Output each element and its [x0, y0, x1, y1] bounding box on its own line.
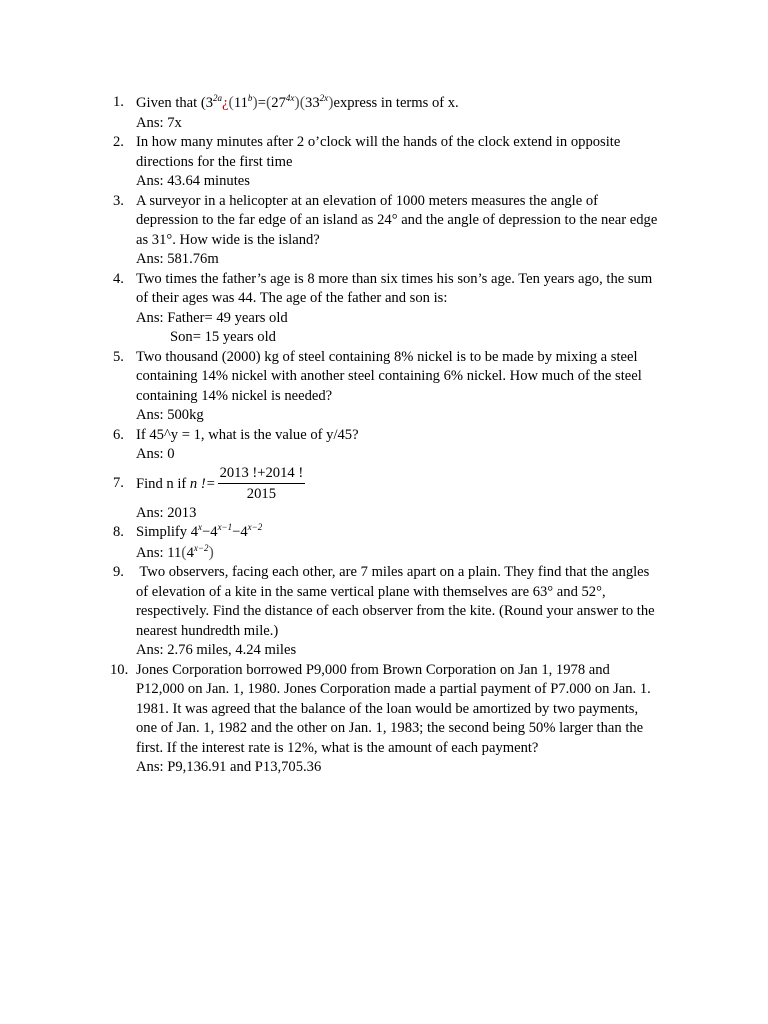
item-number: 9. [113, 564, 124, 580]
question-text: Simplify $4^x-4^{x-1}-4^{x-2}$ [136, 522, 263, 540]
question-line: respectively. Find the distance of each observer from the kite. (Round your answer to the [136, 603, 655, 619]
question-line: If 45^y = 1, what is the value of y/45? [136, 426, 359, 443]
item-number: 6. [113, 426, 124, 443]
question-line: Two observers, facing each other, are 7 miles apart on a plain. They find that the angles [136, 564, 650, 580]
fraction-denominator: 2015 [246, 485, 276, 502]
list-item [0, 93, 678, 133]
answer-text-continued: Son= 15 years old [170, 329, 276, 345]
list-item [0, 523, 678, 563]
question-line: Jones Corporation borrowed P9,000 from Brown Corporation on Jan 1, 1978 and [136, 661, 610, 678]
list-item [0, 465, 678, 504]
question-line: In how many minutes after 2 o’clock will the hands of the clock extend in opposite [136, 134, 621, 150]
equation-lhs: n != [189, 475, 216, 492]
answer-text: Ans: $11(4^{x-2})$ [136, 542, 214, 561]
question-line: P12,000 on Jan. 1, 1980. Jones Corporation made a partial payment of P7.000 on Jan. 1. [136, 681, 651, 697]
question-line: of elevation of a kite in the same vertical plane with themselves are 63° and 52°, [136, 583, 606, 600]
item-number: 4. [113, 270, 124, 287]
question-text: Find n if n != $\frac{2013 !+2014 !}{2015}$ [136, 464, 304, 502]
list-item [0, 192, 678, 270]
answer-text: Ans: 2.76 miles, 4.24 miles [136, 642, 297, 658]
list-item-continued [0, 504, 678, 524]
question-line: one of Jan. 1, 1982 and the other on Jan. 1, 1983; the second being 50% larger than the [136, 720, 644, 736]
item-number: 7. [113, 474, 124, 491]
fraction-numerator: 2013 !+2014 ! [218, 465, 306, 484]
question-list [0, 93, 768, 778]
equation: ($3^{2a}¿(11^b)=(27^{4x})(33^{2x})$ [200, 93, 334, 111]
fraction [218, 465, 306, 504]
answer-text: Ans: 581.76m [136, 251, 219, 267]
item-number: 3. [113, 192, 124, 209]
question-line: A surveyor in a helicopter at an elevation of 1000 meters measures the angle of [136, 192, 598, 209]
question-line: 1981. It was agreed that the balance of the loan would be amortized by two payments, [136, 700, 639, 717]
equation: $4^x-4^{x-1}-4^{x-2}$ [190, 522, 263, 540]
list-item [0, 133, 678, 192]
answer-text: Ans: Father= 49 years old [136, 309, 288, 326]
answer-text: Ans: 2013 [136, 504, 197, 521]
item-number: 10. [110, 661, 129, 678]
answer-text: Ans: 43.64 minutes [136, 173, 250, 189]
question-text: Given that ($3^{2a}¿(11^b)=(27^{4x})(33^{2x})express$ in terms of x. [136, 93, 459, 111]
question-line: containing 14% nickel is needed? [136, 387, 333, 404]
item-number: 2. [113, 134, 124, 150]
answer-text: Ans: P9,136.91 and P13,705.36 [136, 759, 322, 775]
answer-text: Ans: 500kg [136, 407, 204, 423]
question-line: depression to the far edge of an island as 24° and the angle of depression to the near edge [136, 212, 658, 228]
item-number: 8. [113, 524, 124, 540]
list-item [0, 348, 678, 426]
list-item [0, 270, 678, 348]
question-line: first. If the interest rate is 12%, what is the amount of each payment? [136, 739, 539, 756]
question-line: directions for the first time [136, 153, 293, 170]
answer-text: Ans: 7x [136, 114, 182, 131]
list-item [0, 426, 678, 465]
question-line: containing 14% nickel with another steel containing 6% nickel. How much of the steel [136, 368, 642, 384]
question-line: Two thousand (2000) kg of steel containing 8% nickel is to be made by mixing a steel [136, 348, 638, 365]
question-line: of their ages was 44. The age of the father and son is: [136, 290, 448, 306]
list-item [0, 661, 678, 778]
answer-text: Ans: 0 [136, 446, 175, 462]
question-line: Two times the father’s age is 8 more than six times his son’s age. Ten years ago, the sum [136, 270, 653, 287]
question-line: as 31°. How wide is the island? [136, 231, 320, 248]
item-number: 5. [113, 348, 124, 365]
question-line: nearest hundredth mile.) [136, 622, 279, 639]
item-number: 1. [113, 94, 124, 110]
answer-equation: $11(4^{x-2})$ [167, 542, 214, 561]
list-item [0, 563, 678, 661]
